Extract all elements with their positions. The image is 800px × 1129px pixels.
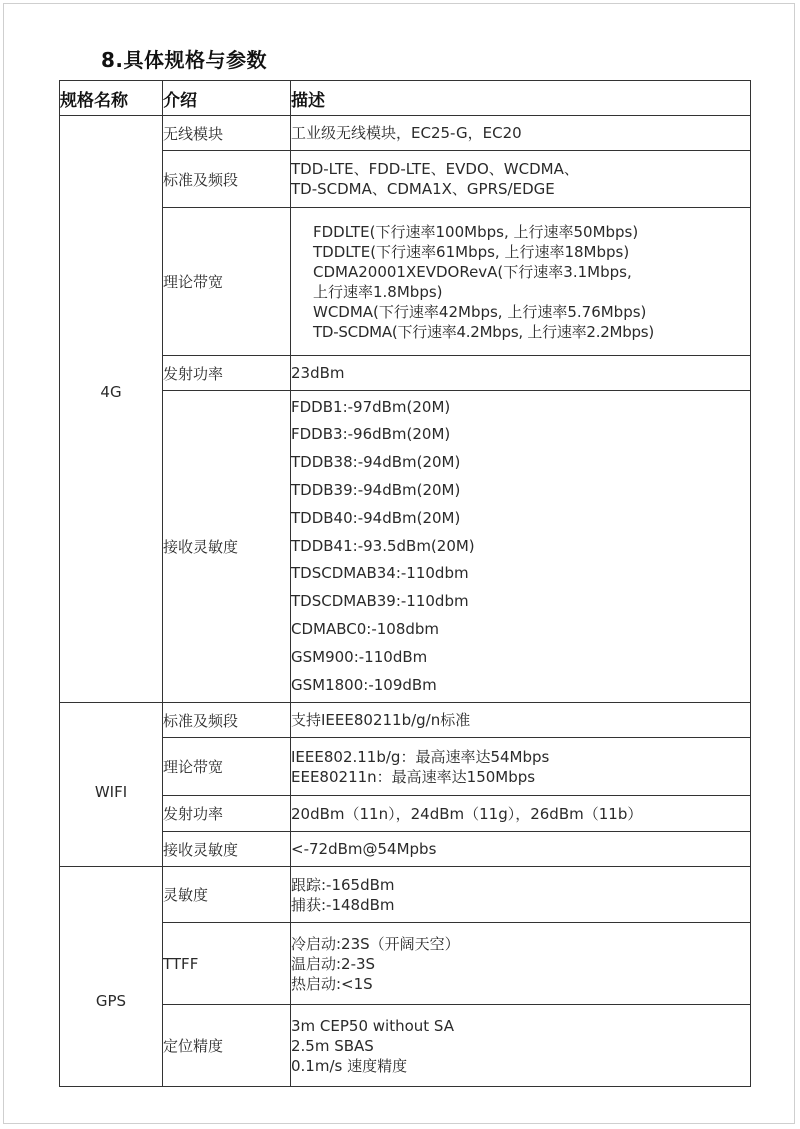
spec-description [291,151,751,208]
table-row [60,356,751,391]
description-line: FDDB3:-96dBm(20M) [291,425,451,444]
table-row [60,796,751,832]
description-line: 温启动:2-3S [291,954,376,973]
description-line: 23dBm [291,364,345,382]
description-line: TDDLTE(下行速率61Mbps, 上行速率18Mbps) [313,242,630,261]
table-row [60,867,751,923]
spec-description [291,208,751,356]
description-line: IEEE802.11b/g：最高速率达54Mbps [291,747,550,766]
spec-name: 标准及频段 [163,703,291,738]
description-line: TDDB39:-94dBm(20M) [291,481,461,499]
description-line: TD-SCDMA、CDMA1X、GPRS/EDGE [291,180,555,198]
description-line: 热启动:<1S [291,974,373,993]
header-spec-name: 规格名称 [60,81,163,116]
header-intro: 介绍 [163,81,291,116]
category-gps: GPS [60,867,163,1087]
spec-name: 理论带宽 [163,738,291,796]
spec-description [291,738,751,796]
spec-name: 理论带宽 [163,208,291,356]
spec-description [291,116,751,151]
spec-name: 发射功率 [163,356,291,391]
description-line: FDDB1:-97dBm(20M) [291,397,451,416]
table-row [60,391,751,703]
description-line: 支持IEEE80211b/g/n标准 [291,711,471,729]
description-line: TD-SCDMA(下行速率4.2Mbps, 上行速率2.2Mbps) [313,322,654,341]
spec-name: 无线模块 [163,116,291,151]
description-line: 工业级无线模块，EC25-G，EC20 [291,124,522,142]
description-line: GSM900:-110dBm [291,647,428,666]
table-row [60,208,751,356]
spec-name: 接收灵敏度 [163,832,291,867]
description-line: 捕获:-148dBm [291,895,395,914]
table-row [60,151,751,208]
description-line: FDDLTE(下行速率100Mbps, 上行速率50Mbps) [313,222,639,241]
spec-description [291,923,751,1005]
description-line: TDSCDMAB34:-110dbm [291,564,469,583]
spec-description [291,391,751,703]
description-line: <-72dBm@54Mpbs [291,840,437,858]
spec-description [291,796,751,832]
spec-description [291,867,751,923]
header-description: 描述 [291,81,751,116]
description-line: TDDB38:-94dBm(20M) [291,453,461,472]
description-line: 20dBm（11n），24dBm（11g），26dBm（11b） [291,804,643,823]
description-line: TDD-LTE、FDD-LTE、EVDO、WCDMA、 [291,160,579,178]
description-line: WCDMA(下行速率42Mbps, 上行速率5.76Mbps) [313,302,647,321]
description-line: CDMABC0:-108dbm [291,619,440,638]
description-line: EEE80211n：最高速率达150Mbps [291,767,536,786]
spec-table [59,80,751,1087]
description-line: TDSCDMAB39:-110dbm [291,592,469,611]
page-title: 8.具体规格与参数 [101,48,268,72]
spec-description [291,356,751,391]
description-line: TDDB40:-94dBm(20M) [291,508,461,527]
description-line: 0.1m/s 速度精度 [291,1056,408,1075]
description-line: 3m CEP50 without SA [291,1016,454,1035]
spec-name: 标准及频段 [163,151,291,208]
category-4g: 4G [60,116,163,703]
description-line: CDMA20001XEVDORevA(下行速率3.1Mbps, [313,262,632,281]
description-line: 跟踪:-165dBm [291,875,395,894]
description-line: 冷启动:23S（开阔天空） [291,934,460,953]
table-row [60,703,751,738]
description-line: 上行速率1.8Mbps) [313,282,443,301]
spec-name: 定位精度 [163,1005,291,1087]
description-line: GSM1800:-109dBm [291,675,437,694]
description-line: TDDB41:-93.5dBm(20M) [291,536,475,555]
spec-name: TTFF [163,923,291,1005]
table-row [60,738,751,796]
spec-description [291,832,751,867]
table-row [60,116,751,151]
spec-description [291,703,751,738]
spec-name: 发射功率 [163,796,291,832]
table-row [60,832,751,867]
spec-name: 灵敏度 [163,867,291,923]
spec-description [291,1005,751,1087]
table-header-row [60,81,751,116]
spec-name: 接收灵敏度 [163,391,291,703]
table-row [60,923,751,1005]
table-row [60,1005,751,1087]
description-line: 2.5m SBAS [291,1036,374,1055]
category-wifi: WIFI [60,703,163,867]
